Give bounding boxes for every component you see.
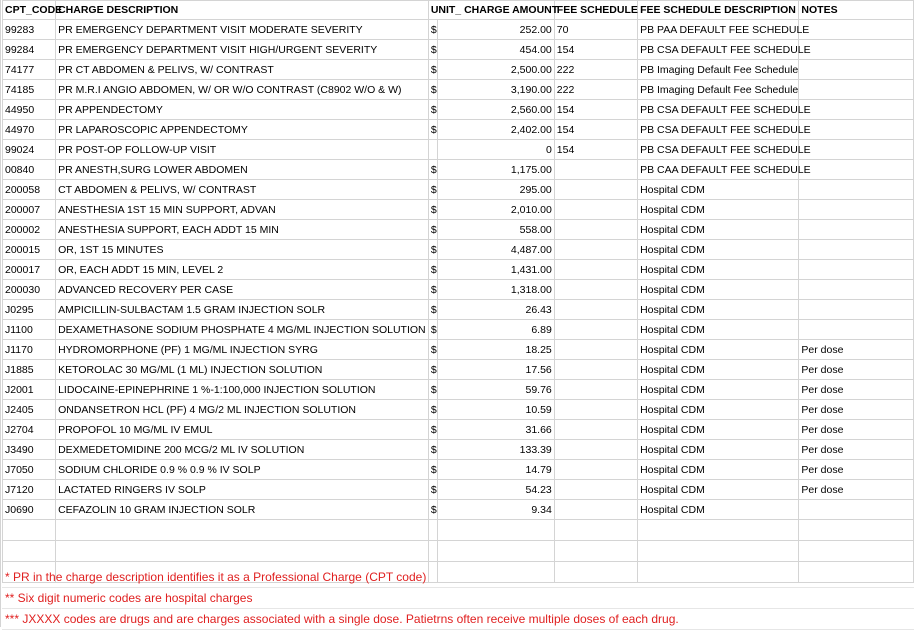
cpt-code-cell[interactable]: 74185	[3, 80, 56, 100]
currency-symbol-cell[interactable]: $	[428, 420, 437, 440]
charge-amount-cell[interactable]: 558.00	[438, 220, 555, 240]
header-charge-description[interactable]: CHARGE DESCRIPTION	[56, 1, 429, 20]
blank-row	[3, 520, 914, 541]
currency-symbol-cell[interactable]: $	[428, 320, 437, 340]
table-row	[3, 120, 914, 140]
charge-description-cell[interactable]: OR, EACH ADDT 15 MIN, LEVEL 2	[56, 260, 429, 280]
charge-amount-cell[interactable]: 2,010.00	[438, 200, 555, 220]
currency-symbol-cell[interactable]: $	[428, 80, 437, 100]
table-row	[3, 320, 914, 340]
notes-cell[interactable]	[799, 160, 914, 180]
charge-description-cell[interactable]: ADVANCED RECOVERY PER CASE	[56, 280, 429, 300]
notes-cell[interactable]	[799, 60, 914, 80]
charge-amount-cell[interactable]: 17.56	[438, 360, 555, 380]
header-unit-charge-amount[interactable]: UNIT_ CHARGE AMOUNT	[428, 1, 554, 20]
charge-amount-cell[interactable]: 1,431.00	[438, 260, 555, 280]
fee-schedule-cell[interactable]	[554, 500, 637, 520]
notes-cell[interactable]	[799, 180, 914, 200]
table-row	[3, 480, 914, 500]
fee-schedule-description-cell[interactable]: Hospital CDM	[638, 320, 799, 340]
charge-description-cell[interactable]: DEXMEDETOMIDINE 200 MCG/2 ML IV SOLUTION	[56, 440, 429, 460]
cpt-code-cell[interactable]: 44970	[3, 120, 56, 140]
notes-cell[interactable]	[799, 320, 914, 340]
charge-description-cell[interactable]: PR EMERGENCY DEPARTMENT VISIT MODERATE SEVERITY	[56, 20, 429, 40]
table-row	[3, 80, 914, 100]
charge-description-cell[interactable]: CEFAZOLIN 10 GRAM INJECTION SOLR	[56, 500, 429, 520]
cpt-code-cell[interactable]: J1170	[3, 340, 56, 360]
charge-amount-cell[interactable]: 1,175.00	[438, 160, 555, 180]
table-row	[3, 100, 914, 120]
currency-symbol-cell[interactable]: $	[428, 480, 437, 500]
notes-cell[interactable]: Per dose	[799, 340, 914, 360]
table-row	[3, 460, 914, 480]
fee-schedule-description-cell[interactable]: PB Imaging Default Fee Schedule	[638, 60, 799, 80]
header-cpt-code[interactable]: CPT_CODE	[3, 1, 56, 20]
footnote-professional-charge: * PR in the charge description identifies it as a Professional Charge (CPT code)	[2, 567, 914, 588]
currency-symbol-cell[interactable]: $	[428, 300, 437, 320]
cpt-code-cell[interactable]: 200015	[3, 240, 56, 260]
notes-cell[interactable]	[799, 40, 914, 60]
footnote-hospital-charges: ** Six digit numeric codes are hospital charges	[2, 588, 914, 609]
cpt-code-cell[interactable]: 99283	[3, 20, 56, 40]
currency-symbol-cell[interactable]: $	[428, 20, 437, 40]
fee-schedule-description-cell[interactable]: Hospital CDM	[638, 300, 799, 320]
table-row	[3, 40, 914, 60]
charge-description-cell[interactable]: ONDANSETRON HCL (PF) 4 MG/2 ML INJECTION SOLUTION	[56, 400, 429, 420]
charge-table	[2, 0, 914, 583]
currency-symbol-cell[interactable]: $	[428, 220, 437, 240]
notes-cell[interactable]	[799, 200, 914, 220]
fee-schedule-cell[interactable]	[554, 400, 637, 420]
cpt-code-cell[interactable]: J2704	[3, 420, 56, 440]
fee-schedule-description-cell[interactable]: PB Imaging Default Fee Schedule	[638, 80, 799, 100]
fee-schedule-cell[interactable]: 70	[554, 20, 637, 40]
cpt-code-cell[interactable]: 200030	[3, 280, 56, 300]
cpt-code-cell[interactable]: 99284	[3, 40, 56, 60]
cpt-code-cell[interactable]: J1885	[3, 360, 56, 380]
table-row	[3, 160, 914, 180]
charge-description-cell[interactable]: SODIUM CHLORIDE 0.9 % 0.9 % IV SOLP	[56, 460, 429, 480]
table-row	[3, 20, 914, 40]
fee-schedule-cell[interactable]: 154	[554, 120, 637, 140]
fee-schedule-description-cell[interactable]: PB CAA DEFAULT FEE SCHEDULE	[638, 160, 799, 180]
table-row	[3, 260, 914, 280]
charge-description-cell[interactable]: PR ANESTH,SURG LOWER ABDOMEN	[56, 160, 429, 180]
charge-description-cell[interactable]: PR LAPAROSCOPIC APPENDECTOMY	[56, 120, 429, 140]
cpt-code-cell[interactable]: 200058	[3, 180, 56, 200]
charge-amount-cell[interactable]: 2,560.00	[438, 100, 555, 120]
cpt-code-cell[interactable]: 200017	[3, 260, 56, 280]
notes-cell[interactable]: Per dose	[799, 460, 914, 480]
notes-cell[interactable]: Per dose	[799, 380, 914, 400]
table-row	[3, 360, 914, 380]
fee-schedule-cell[interactable]: 154	[554, 40, 637, 60]
charge-amount-cell[interactable]: 26.43	[438, 300, 555, 320]
charge-description-cell[interactable]: OR, 1ST 15 MINUTES	[56, 240, 429, 260]
cpt-code-cell[interactable]: 99024	[3, 140, 56, 160]
charge-amount-cell[interactable]: 252.00	[438, 20, 555, 40]
fee-schedule-description-cell[interactable]: Hospital CDM	[638, 420, 799, 440]
cpt-code-cell[interactable]: J2001	[3, 380, 56, 400]
table-row	[3, 400, 914, 420]
notes-cell[interactable]: Per dose	[799, 480, 914, 500]
sheet-left-border	[0, 0, 1, 627]
charge-amount-cell[interactable]: 6.89	[438, 320, 555, 340]
fee-schedule-cell[interactable]: 154	[554, 100, 637, 120]
notes-cell[interactable]	[799, 20, 914, 40]
charge-description-cell[interactable]: DEXAMETHASONE SODIUM PHOSPHATE 4 MG/ML INJECTION SOLUTION	[56, 320, 429, 340]
fee-schedule-description-cell[interactable]: Hospital CDM	[638, 500, 799, 520]
currency-symbol-cell[interactable]: $	[428, 500, 437, 520]
fee-schedule-cell[interactable]	[554, 480, 637, 500]
cpt-code-cell[interactable]: 74177	[3, 60, 56, 80]
charge-description-cell[interactable]: PR M.R.I ANGIO ABDOMEN, W/ OR W/O CONTRAST (C8902 W/O & W)	[56, 80, 429, 100]
charge-description-cell[interactable]: PR APPENDECTOMY	[56, 100, 429, 120]
header-fee-schedule[interactable]: FEE SCHEDULE	[554, 1, 637, 20]
fee-schedule-description-cell[interactable]: Hospital CDM	[638, 200, 799, 220]
footnotes	[2, 567, 914, 630]
currency-symbol-cell[interactable]: $	[428, 180, 437, 200]
header-notes[interactable]: NOTES	[799, 1, 914, 20]
charge-amount-cell[interactable]: 2,402.00	[438, 120, 555, 140]
fee-schedule-cell[interactable]	[554, 180, 637, 200]
notes-cell[interactable]	[799, 120, 914, 140]
fee-schedule-cell[interactable]	[554, 380, 637, 400]
fee-schedule-cell[interactable]	[554, 160, 637, 180]
charge-amount-cell[interactable]: 59.76	[438, 380, 555, 400]
currency-symbol-cell[interactable]: $	[428, 340, 437, 360]
fee-schedule-description-cell[interactable]: Hospital CDM	[638, 180, 799, 200]
table-row	[3, 500, 914, 520]
table-row	[3, 60, 914, 80]
notes-cell[interactable]	[799, 80, 914, 100]
charge-amount-cell[interactable]: 14.79	[438, 460, 555, 480]
fee-schedule-cell[interactable]	[554, 240, 637, 260]
charge-description-cell[interactable]: KETOROLAC 30 MG/ML (1 ML) INJECTION SOLUTION	[56, 360, 429, 380]
notes-cell[interactable]	[799, 280, 914, 300]
fee-schedule-cell[interactable]	[554, 280, 637, 300]
charge-description-cell[interactable]: LIDOCAINE-EPINEPHRINE 1 %-1:100,000 INJECTION SOLUTION	[56, 380, 429, 400]
fee-schedule-description-cell[interactable]: PB CSA DEFAULT FEE SCHEDULE	[638, 120, 799, 140]
charge-description-cell[interactable]: AMPICILLIN-SULBACTAM 1.5 GRAM INJECTION SOLR	[56, 300, 429, 320]
currency-symbol-cell[interactable]: $	[428, 400, 437, 420]
header-row	[3, 1, 914, 20]
charge-amount-cell[interactable]: 18.25	[438, 340, 555, 360]
charge-amount-cell[interactable]: 3,190.00	[438, 80, 555, 100]
currency-symbol-cell[interactable]: $	[428, 360, 437, 380]
fee-schedule-cell[interactable]	[554, 420, 637, 440]
fee-schedule-cell[interactable]	[554, 200, 637, 220]
charge-description-cell[interactable]: PR POST-OP FOLLOW-UP VISIT	[56, 140, 429, 160]
fee-schedule-cell[interactable]: 154	[554, 140, 637, 160]
notes-cell[interactable]	[799, 500, 914, 520]
charge-amount-cell[interactable]: 133.39	[438, 440, 555, 460]
notes-cell[interactable]: Per dose	[799, 420, 914, 440]
table-row	[3, 340, 914, 360]
notes-cell[interactable]	[799, 220, 914, 240]
currency-symbol-cell[interactable]: $	[428, 380, 437, 400]
fee-schedule-description-cell[interactable]: Hospital CDM	[638, 400, 799, 420]
charge-amount-cell[interactable]: 4,487.00	[438, 240, 555, 260]
charge-amount-cell[interactable]: 10.59	[438, 400, 555, 420]
fee-schedule-description-cell[interactable]: Hospital CDM	[638, 280, 799, 300]
charge-description-cell[interactable]: ANESTHESIA 1ST 15 MIN SUPPORT, ADVAN	[56, 200, 429, 220]
table-row	[3, 240, 914, 260]
fee-schedule-description-cell[interactable]: Hospital CDM	[638, 440, 799, 460]
fee-schedule-description-cell[interactable]: Hospital CDM	[638, 360, 799, 380]
fee-schedule-description-cell[interactable]: Hospital CDM	[638, 220, 799, 240]
charge-description-cell[interactable]: HYDROMORPHONE (PF) 1 MG/ML INJECTION SYRG	[56, 340, 429, 360]
fee-schedule-description-cell[interactable]: Hospital CDM	[638, 260, 799, 280]
fee-schedule-cell[interactable]	[554, 320, 637, 340]
charge-amount-cell[interactable]: 2,500.00	[438, 60, 555, 80]
cpt-code-cell[interactable]: J0690	[3, 500, 56, 520]
table-body	[3, 20, 914, 520]
fee-schedule-cell[interactable]	[554, 340, 637, 360]
charge-amount-cell[interactable]: 54.23	[438, 480, 555, 500]
notes-cell[interactable]	[799, 100, 914, 120]
currency-symbol-cell[interactable]: $	[428, 200, 437, 220]
charge-amount-cell[interactable]: 295.00	[438, 180, 555, 200]
fee-schedule-cell[interactable]	[554, 300, 637, 320]
notes-cell[interactable]: Per dose	[799, 400, 914, 420]
blank-row	[3, 541, 914, 562]
table-row	[3, 180, 914, 200]
cpt-code-cell[interactable]: J7120	[3, 480, 56, 500]
charge-amount-cell[interactable]: 9.34	[438, 500, 555, 520]
table-row	[3, 140, 914, 160]
fee-schedule-cell[interactable]	[554, 460, 637, 480]
notes-cell[interactable]	[799, 260, 914, 280]
charge-amount-cell[interactable]: 1,318.00	[438, 280, 555, 300]
currency-symbol-cell[interactable]	[428, 140, 437, 160]
currency-symbol-cell[interactable]: $	[428, 120, 437, 140]
fee-schedule-description-cell[interactable]: Hospital CDM	[638, 460, 799, 480]
fee-schedule-description-cell[interactable]: PB PAA DEFAULT FEE SCHEDULE	[638, 20, 799, 40]
footnote-drug-codes: *** JXXXX codes are drugs and are charges associated with a single dose. Patietrns often receive multiple doses of each drug.	[2, 609, 914, 630]
charge-amount-cell[interactable]: 454.00	[438, 40, 555, 60]
table-row	[3, 300, 914, 320]
fee-schedule-cell[interactable]	[554, 440, 637, 460]
cpt-code-cell[interactable]: J3490	[3, 440, 56, 460]
notes-cell[interactable]: Per dose	[799, 360, 914, 380]
notes-cell[interactable]: Per dose	[799, 440, 914, 460]
currency-symbol-cell[interactable]: $	[428, 100, 437, 120]
cpt-code-cell[interactable]: 200002	[3, 220, 56, 240]
notes-cell[interactable]	[799, 140, 914, 160]
fee-schedule-description-cell[interactable]: Hospital CDM	[638, 340, 799, 360]
fee-schedule-description-cell[interactable]: PB CSA DEFAULT FEE SCHEDULE	[638, 140, 799, 160]
fee-schedule-description-cell[interactable]: Hospital CDM	[638, 240, 799, 260]
cpt-code-cell[interactable]: J0295	[3, 300, 56, 320]
fee-schedule-description-cell[interactable]: Hospital CDM	[638, 380, 799, 400]
charge-description-cell[interactable]: PR CT ABDOMEN & PELIVS, W/ CONTRAST	[56, 60, 429, 80]
charge-description-cell[interactable]: PROPOFOL 10 MG/ML IV EMUL	[56, 420, 429, 440]
table-row	[3, 200, 914, 220]
currency-symbol-cell[interactable]: $	[428, 60, 437, 80]
currency-symbol-cell[interactable]: $	[428, 440, 437, 460]
fee-schedule-cell[interactable]	[554, 220, 637, 240]
fee-schedule-description-cell[interactable]: PB CSA DEFAULT FEE SCHEDULE	[638, 40, 799, 60]
cpt-code-cell[interactable]: J7050	[3, 460, 56, 480]
currency-symbol-cell[interactable]: $	[428, 40, 437, 60]
charge-amount-cell[interactable]: 31.66	[438, 420, 555, 440]
currency-symbol-cell[interactable]: $	[428, 280, 437, 300]
notes-cell[interactable]	[799, 240, 914, 260]
fee-schedule-cell[interactable]: 222	[554, 80, 637, 100]
fee-schedule-cell[interactable]	[554, 260, 637, 280]
table-row	[3, 380, 914, 400]
charge-description-cell[interactable]: PR EMERGENCY DEPARTMENT VISIT HIGH/URGENT SEVERITY	[56, 40, 429, 60]
cpt-code-cell[interactable]: J2405	[3, 400, 56, 420]
fee-schedule-cell[interactable]: 222	[554, 60, 637, 80]
table-row	[3, 220, 914, 240]
cpt-code-cell[interactable]: 44950	[3, 100, 56, 120]
charge-description-cell[interactable]: LACTATED RINGERS IV SOLP	[56, 480, 429, 500]
charge-amount-cell[interactable]: 0	[438, 140, 555, 160]
table-row	[3, 440, 914, 460]
cpt-code-cell[interactable]: 200007	[3, 200, 56, 220]
notes-cell[interactable]	[799, 300, 914, 320]
fee-schedule-cell[interactable]	[554, 360, 637, 380]
currency-symbol-cell[interactable]: $	[428, 240, 437, 260]
currency-symbol-cell[interactable]: $	[428, 160, 437, 180]
table-row	[3, 420, 914, 440]
charge-description-cell[interactable]: ANESTHESIA SUPPORT, EACH ADDT 15 MIN	[56, 220, 429, 240]
cpt-code-cell[interactable]: J1100	[3, 320, 56, 340]
table-row	[3, 280, 914, 300]
currency-symbol-cell[interactable]: $	[428, 460, 437, 480]
cpt-code-cell[interactable]: 00840	[3, 160, 56, 180]
fee-schedule-description-cell[interactable]: Hospital CDM	[638, 480, 799, 500]
currency-symbol-cell[interactable]: $	[428, 260, 437, 280]
header-fee-schedule-description[interactable]: FEE SCHEDULE DESCRIPTION	[638, 1, 799, 20]
fee-schedule-description-cell[interactable]: PB CSA DEFAULT FEE SCHEDULE	[638, 100, 799, 120]
charge-description-cell[interactable]: CT ABDOMEN & PELIVS, W/ CONTRAST	[56, 180, 429, 200]
